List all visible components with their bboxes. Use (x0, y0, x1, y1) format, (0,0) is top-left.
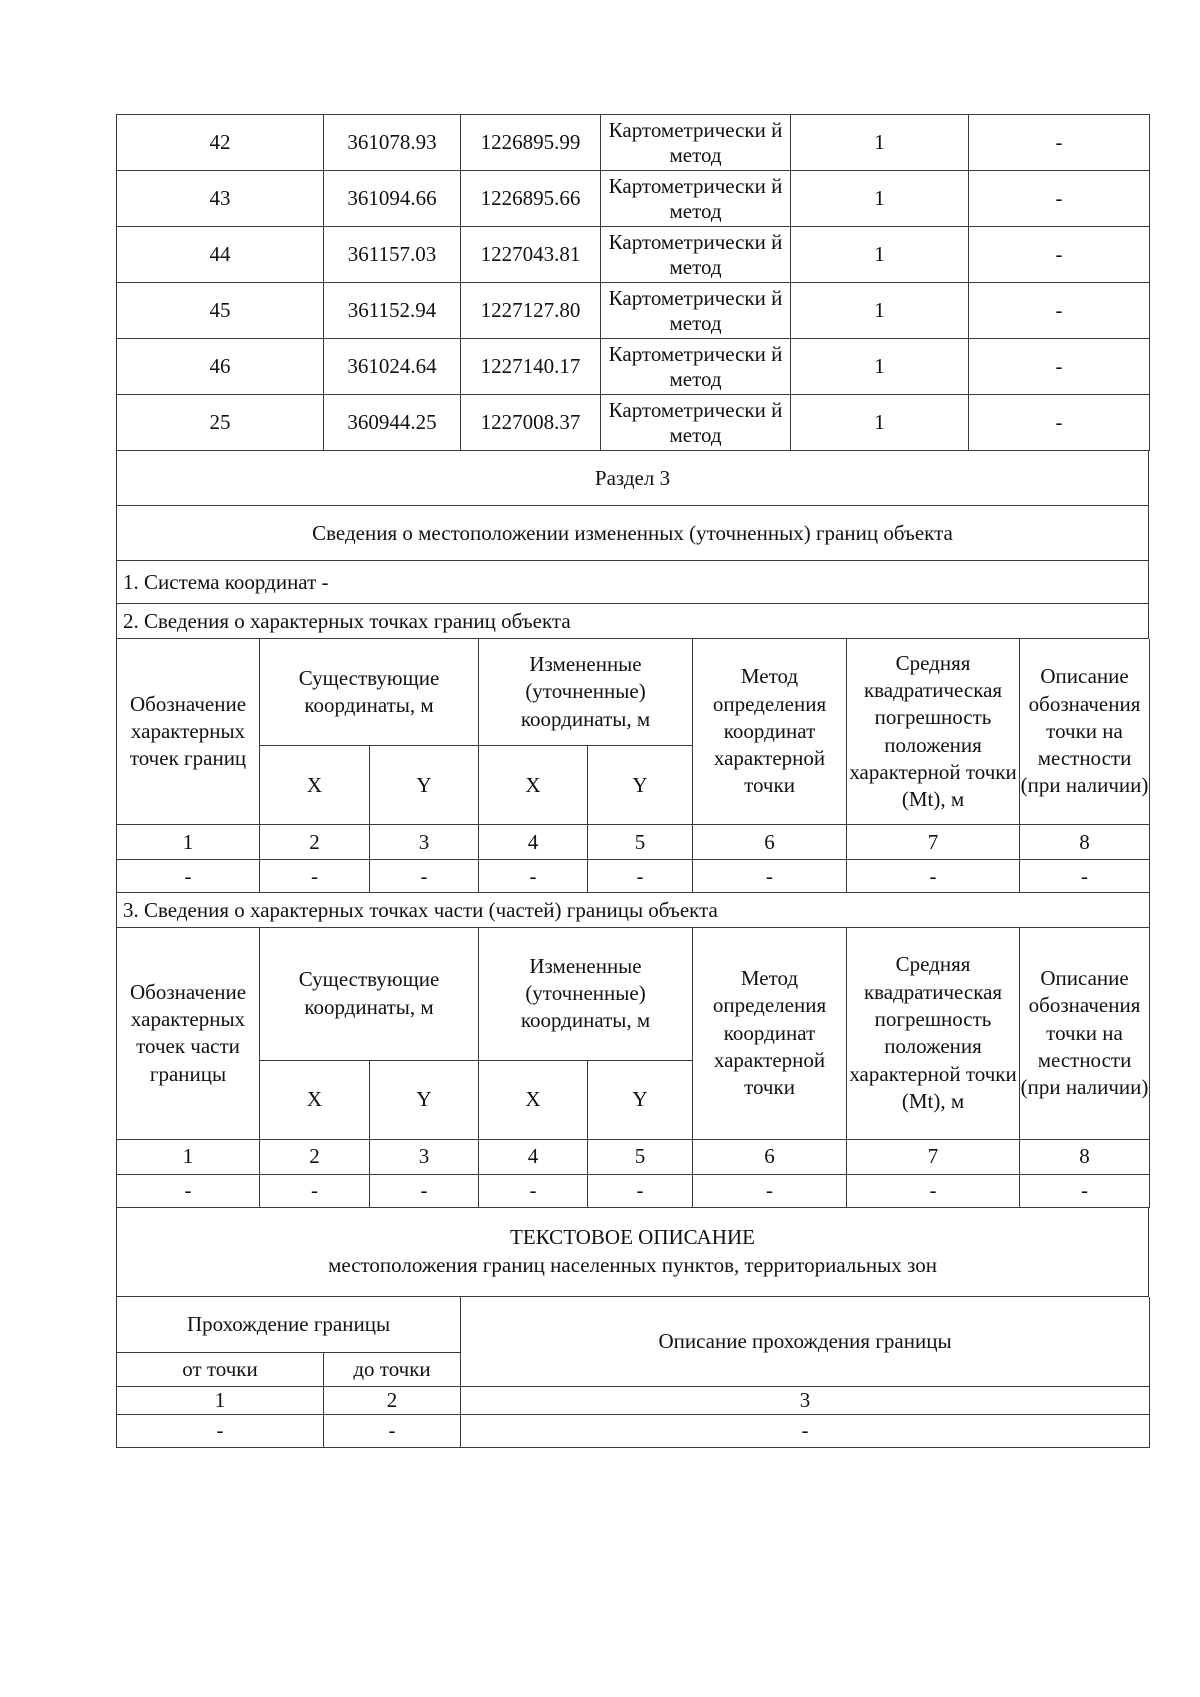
point-accuracy: 1 (791, 227, 969, 283)
col-number: 2 (324, 1386, 461, 1414)
col-point-designation: Обозначение характерных точек границ (117, 639, 260, 825)
point-method: Картометрически й метод (601, 395, 791, 451)
table-row (117, 171, 1150, 227)
col-existing-coords: Существующие координаты, м (260, 928, 479, 1060)
col-existing-coords: Существующие координаты, м (260, 639, 479, 746)
table-row (117, 395, 1150, 451)
text-description-header (116, 1208, 1149, 1297)
table-cell: - (370, 860, 479, 893)
col-number: 3 (370, 1139, 479, 1174)
table-cell: - (693, 860, 847, 893)
col-number: 2 (260, 1139, 370, 1174)
col-number: 4 (479, 825, 588, 860)
col-from-point: от точки (117, 1352, 324, 1386)
point-accuracy: 1 (791, 171, 969, 227)
point-x: 361078.93 (324, 115, 461, 171)
char-points-heading: 2. Сведения о характерных точках границ объекта (117, 604, 1149, 639)
point-method: Картометрически й метод (601, 171, 791, 227)
point-accuracy: 1 (791, 283, 969, 339)
section-subtitle: Сведения о местоположении измененных (уточненных) границ объекта (117, 506, 1149, 561)
text-description-heading: ТЕКСТОВОЕ ОПИСАНИЕ (510, 1225, 755, 1250)
col-number: 5 (588, 1139, 693, 1174)
point-description: - (969, 395, 1150, 451)
point-method: Картометрически й метод (601, 115, 791, 171)
section3-header (116, 451, 1149, 639)
table-cell: - (693, 1174, 847, 1207)
point-x: 360944.25 (324, 395, 461, 451)
point-id: 42 (117, 115, 324, 171)
col-point-designation: Обозначение характерных точек части границы (117, 928, 260, 1139)
point-id: 44 (117, 227, 324, 283)
table-cell: - (324, 1414, 461, 1447)
section-title: Раздел 3 (117, 451, 1149, 506)
table-cell: - (117, 860, 260, 893)
table-cell: - (1020, 860, 1150, 893)
col-number: 2 (260, 825, 370, 860)
col-to-point: до точки (324, 1352, 461, 1386)
col-changed-coords: Измененные (уточненные) координаты, м (479, 928, 693, 1060)
col-number: 1 (117, 825, 260, 860)
point-accuracy: 1 (791, 115, 969, 171)
col-accuracy: Средняя квадратическая погрешность положения характерной точки (Mt), м (847, 639, 1020, 825)
part-points-table (116, 928, 1150, 1208)
col-passage: Прохождение границы (117, 1297, 461, 1353)
col-number: 3 (370, 825, 479, 860)
col-y: Y (588, 746, 693, 825)
point-id: 46 (117, 339, 324, 395)
point-x: 361152.94 (324, 283, 461, 339)
col-number: 1 (117, 1386, 324, 1414)
col-y: Y (588, 1060, 693, 1139)
table-cell: - (117, 1174, 260, 1207)
point-description: - (969, 339, 1150, 395)
col-y: Y (370, 746, 479, 825)
table-cell: - (370, 1174, 479, 1207)
table-cell: - (461, 1414, 1150, 1447)
table-cell: - (1020, 1174, 1150, 1207)
document-page (116, 114, 1149, 1448)
table-cell: - (260, 1174, 370, 1207)
point-y: 1227008.37 (461, 395, 601, 451)
col-method: Метод определения координат характерной точки (693, 639, 847, 825)
col-number: 6 (693, 825, 847, 860)
point-id: 43 (117, 171, 324, 227)
col-x: X (479, 746, 588, 825)
table-row (117, 227, 1150, 283)
col-number: 5 (588, 825, 693, 860)
point-y: 1226895.66 (461, 171, 601, 227)
table-cell: - (847, 1174, 1020, 1207)
table-cell: - (479, 860, 588, 893)
table-cell: - (588, 860, 693, 893)
points-table (116, 114, 1150, 451)
col-number: 7 (847, 825, 1020, 860)
table-cell: - (117, 1414, 324, 1447)
point-id: 45 (117, 283, 324, 339)
table-row (117, 115, 1150, 171)
col-number: 8 (1020, 825, 1150, 860)
text-description-subheading: местоположения границ населенных пунктов, территориальных зон (328, 1252, 937, 1277)
col-x: X (479, 1060, 588, 1139)
point-id: 25 (117, 395, 324, 451)
col-number: 1 (117, 1139, 260, 1174)
point-description: - (969, 115, 1150, 171)
point-y: 1227127.80 (461, 283, 601, 339)
point-description: - (969, 283, 1150, 339)
table-row (117, 339, 1150, 395)
point-method: Картометрически й метод (601, 283, 791, 339)
col-description: Описание обозначения точки на местности (при наличии) (1020, 639, 1150, 825)
col-x: X (260, 1060, 370, 1139)
table-cell: - (260, 860, 370, 893)
point-x: 361094.66 (324, 171, 461, 227)
col-method: Метод определения координат характерной точки (693, 928, 847, 1139)
col-accuracy: Средняя квадратическая погрешность положения характерной точки (Mt), м (847, 928, 1020, 1139)
point-description: - (969, 227, 1150, 283)
col-number: 7 (847, 1139, 1020, 1174)
table-cell: - (588, 1174, 693, 1207)
table-row (117, 283, 1150, 339)
col-description: Описание обозначения точки на местности (при наличии) (1020, 928, 1150, 1139)
point-method: Картометрически й метод (601, 339, 791, 395)
coord-system: 1. Система координат - (117, 561, 1149, 604)
col-number: 8 (1020, 1139, 1150, 1174)
point-x: 361024.64 (324, 339, 461, 395)
table-cell: - (847, 860, 1020, 893)
col-number: 4 (479, 1139, 588, 1174)
col-changed-coords: Измененные (уточненные) координаты, м (479, 639, 693, 746)
point-description: - (969, 171, 1150, 227)
char-points-table (116, 639, 1150, 928)
table-cell: - (479, 1174, 588, 1207)
point-accuracy: 1 (791, 395, 969, 451)
text-description-title (117, 1208, 1149, 1297)
col-number: 6 (693, 1139, 847, 1174)
col-y: Y (370, 1060, 479, 1139)
point-y: 1227043.81 (461, 227, 601, 283)
part-points-heading: 3. Сведения о характерных точках части (частей) границы объекта (117, 893, 1150, 928)
point-x: 361157.03 (324, 227, 461, 283)
col-number: 3 (461, 1386, 1150, 1414)
point-y: 1227140.17 (461, 339, 601, 395)
point-y: 1226895.99 (461, 115, 601, 171)
point-method: Картометрически й метод (601, 227, 791, 283)
col-passage-description: Описание прохождения границы (461, 1297, 1150, 1387)
col-x: X (260, 746, 370, 825)
passage-table (116, 1297, 1150, 1448)
point-accuracy: 1 (791, 339, 969, 395)
